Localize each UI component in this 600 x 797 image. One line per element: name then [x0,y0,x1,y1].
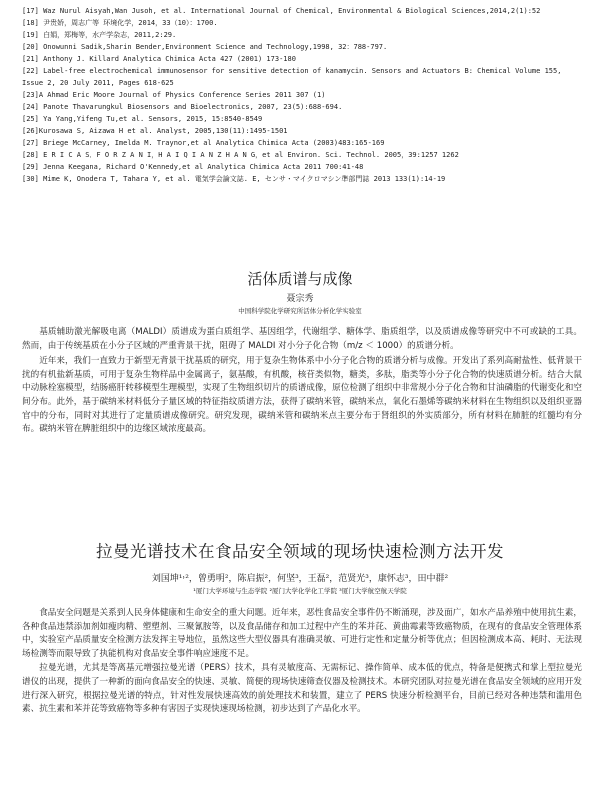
section1-title: 活体质谱与成像 [247,270,353,288]
section2-paragraph: 食品安全问题是关系到人民身体健康和生命安全的重大问题。近年来，恶性食品安全事件仍不断涌现，涉及面广，如水产品养殖中使用抗生素，各种食品违禁添加剂如瘦肉精、塑塑剂、三聚氰胺等，以及食品储存和加工过程中产生的苯并芘、黄曲霉素等致癌物质，在现有的食品安全管理体系中，实验室产品质量安全检测方法发挥主导地位，虽然这些大型仪器具有准确灵敏、可进行定性和定量分析等优点；但因检测成本高、耗时、无法现场检测等而限导致了执能机构对食品安全事件响应速度不足。 [22,608,582,659]
reference-item: [28] E R I C A S．F O R Z A N I，H A I Q I A N Z H A N G，et al Environ. Sci. Technol. 2005，39:1257 1262 [22,151,459,159]
section2-affiliation: ¹厦门大学环境与生态学院 ²厦门大学化学化工学院 ³厦门大学航空航天学院 [193,587,407,595]
section1-paragraph: 基质辅助激光解吸电离（MALDI）质谱成为蛋白质组学、基因组学，代谢组学、糖体学、脂质组学，以及质谱成像等研究中不可或缺的工具。然而，由于传统基质在小分子区域的严重背景干扰，阻碍了 MALDI 对小分子化合物（m/z ＜ 1000）的质谱分析。 [22,327,582,351]
section2-body [22,607,582,717]
reference-item: [25] Ya Yang,Yifeng Tu,et al. Sensors, 2015, 15:8540-8549 [22,115,263,123]
reference-item: [17] Waz Nurul Aisyah,Wan Jusoh, et al. International Journal of Chemical, Environmental & Biological Sciences,2014,2(1):52 [22,7,541,15]
reference-item: [19] 白娟，郑梅等，水产学杂志，2011,2:29. [22,31,177,39]
section1-affiliation: 中国科学院化学研究所活体分析化学实验室 [238,307,362,315]
reference-item: [21] Anthony J. Killard Analytica Chimica Acta 427 (2001) 173-180 [22,55,296,63]
section1-paragraph: 近年来，我们一直致力于新型无背景干扰基质的研究，用于复杂生物体系中小分子化合物的质谱分析与成像。开发出了系列高耐盐性、低背景干扰的有机盐新基质，可用于复杂生物样品中金属离子，氨基酸，有机酸，核苷类似物，糖类，多肽，脂类等小分子化合物的快速质谱分析。结合大鼠中动脉栓塞模型，结肠癌肝转移模型生理模型，实现了生物组织切片的质谱成像，原位检测了组织中非常规小分子化合物和甘油磷脂的代谢变化和空间分布。此外，基于碳纳米材料低分子量区域的特征指纹质谱方法，获得了碳纳米管，碳纳米点，氧化石墨烯等碳纳米材料在生物组织以及组织亚器官中的分布，同时对其进行了定量质谱成像研究。研究发现，碳纳米管和碳纳米点主要分布于肾组织的外实质部分，所有材料在肺脏的红髓均有分布。碳纳米管在脾脏组织中的边缘区域浓度最高。 [22,356,582,435]
section2-paragraph: 拉曼光谱，尤其是等离基元增强拉曼光谱（PERS）技术，具有灵敏度高、无需标记、操作简单、成本低的优点，特备是便携式和掌上型拉曼光谱仪的出现，提供了一种新的面向食品安全的快速、灵敏、简便的现场快速筛查仪器及检测技术。本研究团队对拉曼光谱在食品安全领域的应用开发进行深入研究，根据拉曼光谱的特点，针对性发展快速高效的前处理技术和装置，建立了 PERS 快速分析检测平台，目前已经对各种违禁和滥用色素、抗生素和苯并芘等致癌物等多种有害因子实现快速现场检测，初步达到了产品化水平。 [22,663,582,715]
reference-item: [22] Label-free electrochemical immunosensor for sensitive detection of kanamycin. Sensors and Actuators B: Chemical Volume 155, Issue 2, 20 July 2011, Pages 618-625 [22,67,566,87]
reference-item: [27] Briege McCarney, Imelda M. Traynor,et al Analytica Chimica Acta (2003)483:165-169 [22,139,385,147]
reference-item: [24] Panote Thavarungkul Biosensors and Bioelectronics, 2007, 23(5):688-694. [22,103,343,111]
reference-item: [18] 尹贵娇，周志广等 环境化学，2014，33（10）：1700. [22,19,218,27]
reference-list [22,5,582,185]
reference-item: [23]A Ahmad Eric Moore Journal of Physics Conference Series 2011 307 (1) [22,91,326,99]
reference-item: [20] Onowunni Sadik,Sharin Bender,Environment Science and Technology,1998, 32：788-797. [22,43,388,51]
reference-item: [26]Kurosawa S, Aizawa H et al. Analyst, 2005,130(11):1495-1501 [22,127,288,135]
section2-title: 拉曼光谱技术在食品安全领域的现场快速检测方法开发 [96,542,504,561]
section1-author: 聂宗秀 [286,294,314,304]
section2-authors: 刘国坤¹˒²，曾勇明²，陈启振²，何坚³，王磊²，范贤光³，康怀志³，田中群² [151,574,449,584]
section1-body [22,326,582,437]
reference-item: [29] Jenna Keegana, Richard O'Kennedy,et al Analytica Chimica Acta 2011 700:41-48 [22,163,364,171]
reference-item: [30] Mime K, Onodera T, Tahara Y, et al. 電気学会論文誌. E, センサ・マイクロマシン準部門誌 2013 133(1):14-19 [22,175,446,183]
